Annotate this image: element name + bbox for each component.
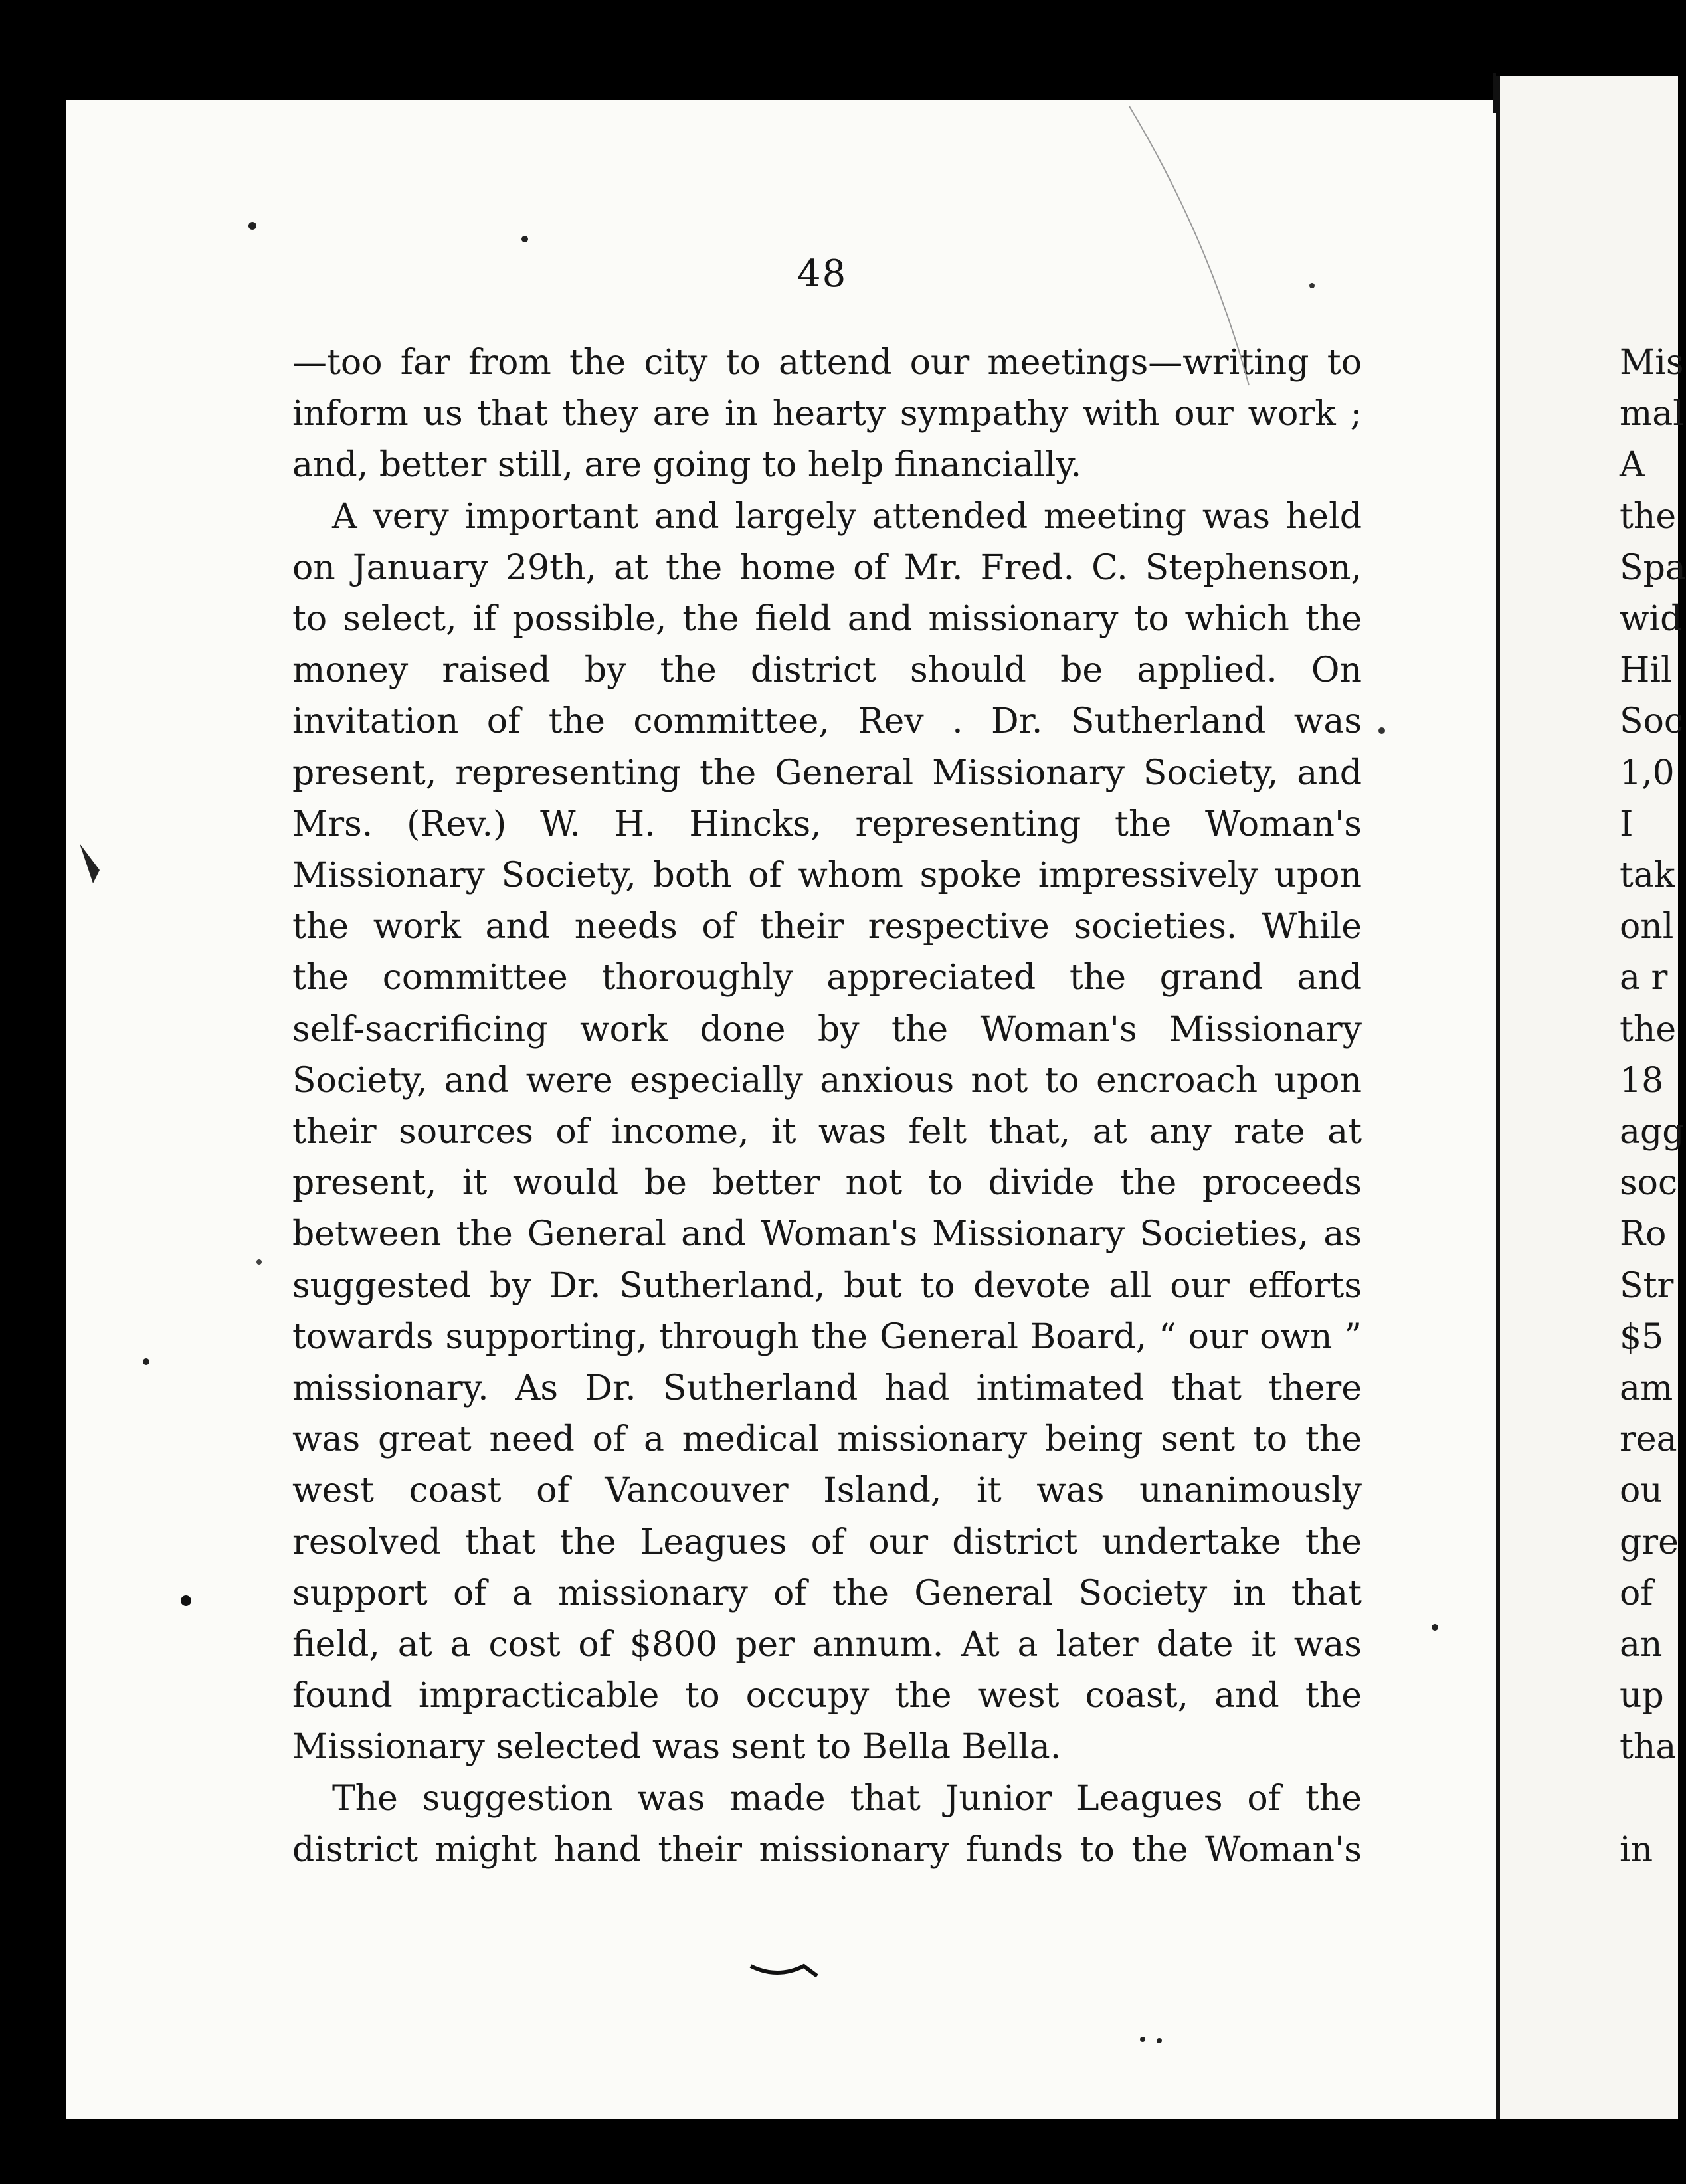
- text-line: A very important and largely attended meeting was held: [332, 496, 1362, 537]
- fragment-line: soc: [1620, 1163, 1678, 1204]
- fragment-line: Hil: [1620, 650, 1672, 691]
- text-line: support of a missionary of the General Society in that: [292, 1573, 1362, 1613]
- text-line: the committee thoroughly appreciated the grand and: [292, 958, 1362, 998]
- text-line: money raised by the district should be applied. On: [292, 650, 1362, 691]
- line-gap: [1620, 1774, 1686, 1825]
- fragment-line: rea: [1620, 1419, 1677, 1460]
- fragment-line: Str: [1620, 1265, 1674, 1306]
- fragment-line: 18: [1620, 1060, 1664, 1101]
- fragment-line: $5: [1620, 1317, 1664, 1357]
- text-line: their sources of income, it was felt that, at any rate at: [292, 1112, 1362, 1152]
- fragment-line: up: [1620, 1676, 1664, 1716]
- fragment-line: in: [1620, 1829, 1653, 1870]
- facing-page-text: [1620, 337, 1686, 1876]
- text-line: resolved that the Leagues of our district undertake the: [292, 1522, 1362, 1562]
- fragment-line: a r: [1620, 958, 1668, 998]
- fragment-line: Spa: [1620, 547, 1686, 588]
- text-line: —too far from the city to attend our meetings—writing to: [292, 343, 1362, 383]
- text-line: was great need of a medical missionary being sent to the: [292, 1419, 1362, 1460]
- fragment-line: Ro: [1620, 1214, 1667, 1255]
- body-text: [292, 337, 1362, 1876]
- fragment-line: 1,0: [1620, 753, 1675, 793]
- text-line: on January 29th, at the home of Mr. Fred. C. Stephenson,: [292, 547, 1362, 588]
- text-line: Society, and were especially anxious not to encroach upon: [292, 1060, 1362, 1101]
- text-line: district might hand their missionary funds to the Woman's: [292, 1829, 1362, 1870]
- text-line: Mrs. (Rev.) W. H. Hincks, representing the Woman's: [292, 804, 1362, 844]
- fragment-line: I: [1620, 804, 1634, 844]
- fragment-line: ou: [1620, 1471, 1663, 1511]
- text-line: inform us that they are in hearty sympathy with our work ;: [292, 394, 1362, 434]
- fragment-line: Mis: [1620, 343, 1684, 383]
- fragment-line: tak: [1620, 856, 1675, 896]
- text-line: and, better still, are going to help financially.: [292, 445, 1082, 486]
- text-line: suggested by Dr. Sutherland, but to devote all our efforts: [292, 1265, 1362, 1306]
- text-line: west coast of Vancouver Island, it was unanimously: [292, 1471, 1362, 1511]
- text-line: the work and needs of their respective societies. While: [292, 907, 1362, 947]
- fragment-line: A: [1620, 445, 1645, 486]
- text-line: between the General and Woman's Missionary Societies, as: [292, 1214, 1362, 1255]
- fragment-line: Soc: [1620, 701, 1684, 742]
- fragment-line: an: [1620, 1625, 1663, 1665]
- text-line: self-sacrificing work done by the Woman's Missionary: [292, 1009, 1362, 1049]
- fragment-line: agg: [1620, 1112, 1685, 1152]
- text-line: found impracticable to occupy the west coast, and the: [292, 1676, 1362, 1716]
- fragment-line: onl: [1620, 907, 1674, 947]
- text-line: towards supporting, through the General Board, “ our own ”: [292, 1317, 1362, 1357]
- text-line: to select, if possible, the field and missionary to which the: [292, 599, 1362, 640]
- text-line: invitation of the committee, Rev . Dr. Sutherland was: [292, 701, 1362, 742]
- fragment-line: tha: [1620, 1727, 1677, 1768]
- text-line: present, it would be better not to divide the proceeds: [292, 1163, 1362, 1204]
- text-line: present, representing the General Missionary Society, and: [292, 753, 1362, 793]
- fragment-line: mal: [1620, 394, 1684, 434]
- fragment-line: wid: [1620, 599, 1683, 640]
- page-number: 48: [797, 252, 848, 296]
- text-line: The suggestion was made that Junior Leagues of the: [332, 1778, 1362, 1819]
- fragment-line: am: [1620, 1368, 1673, 1409]
- text-line: Missionary selected was sent to Bella Bella.: [292, 1727, 1062, 1768]
- text-line: Missionary Society, both of whom spoke impressively upon: [292, 856, 1362, 896]
- scan-border: [0, 2119, 1678, 2184]
- fragment-line: gre: [1620, 1522, 1679, 1562]
- text-line: missionary. As Dr. Sutherland had intimated that there: [292, 1368, 1362, 1409]
- text-line: field, at a cost of $800 per annum. At a later date it was: [292, 1625, 1362, 1665]
- fragment-line: of: [1620, 1573, 1653, 1613]
- fragment-line: the: [1620, 496, 1677, 537]
- fragment-line: the: [1620, 1009, 1677, 1049]
